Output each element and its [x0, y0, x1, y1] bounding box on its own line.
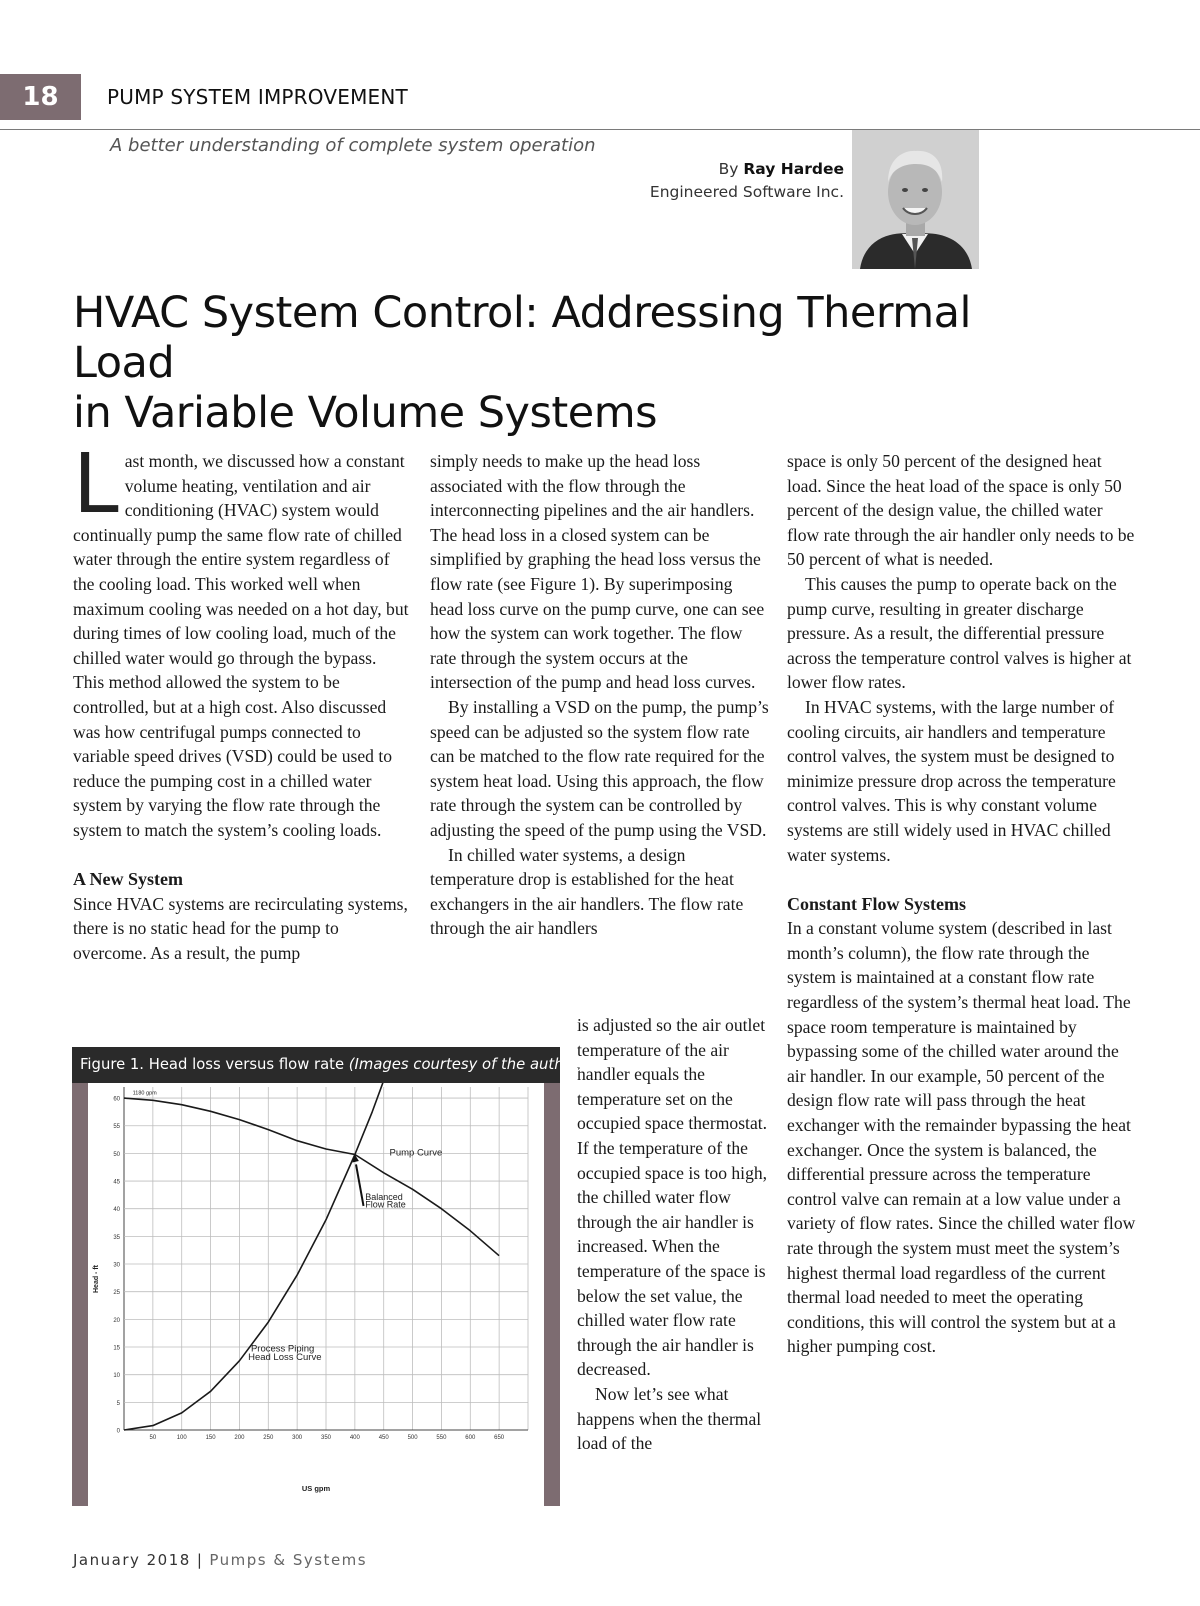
- author-name: Ray Hardee: [743, 160, 844, 178]
- y-tick-label: 10: [113, 1373, 120, 1380]
- page-footer: [73, 1551, 367, 1569]
- section-title: PUMP SYSTEM IMPROVEMENT: [107, 85, 408, 109]
- col1-paragraph-1: ast month, we discussed how a constant volume heating, ventilation and air conditioning (HVAC) system would continually pump the same flow rate of chilled water through the entire system regardless of the cooling load. This worked well when maximum cooling was needed on a hot day, but during times of low cooling load, much of the chilled water would go through the bypass. This method allowed the system to be controlled, but at a high cost. Also discussed was how centrifugal pumps connected to variable speed drives (VSD) could be used to reduce the pumping cost in a chilled water system by varying the flow rate through the system to match the system’s cooling loads.: [73, 451, 409, 840]
- x-tick-label: 450: [378, 1435, 389, 1441]
- author-company: Engineered Software Inc.: [649, 183, 844, 201]
- balanced-label-1: Balanced: [365, 1191, 403, 1202]
- column-3: [787, 449, 1137, 1359]
- col3-paragraph-2: This causes the pump to operate back on the pump curve, resulting in greater discharge pressure. As a result, the differential pressure across the temperature control valves is higher at lower flow rates.: [787, 573, 1132, 693]
- x-tick-label: 400: [349, 1435, 360, 1441]
- x-tick-label: 100: [176, 1435, 187, 1441]
- x-tick-label: 250: [263, 1435, 274, 1441]
- piping-label-1: Process Piping: [250, 1343, 315, 1355]
- intro-paragraph: [73, 437, 411, 843]
- header-divider: [0, 129, 1200, 130]
- author-photo: [852, 130, 979, 269]
- head-loss-chart: [88, 1083, 544, 1506]
- y-tick-label: 55: [113, 1124, 120, 1131]
- y-tick-label: 20: [113, 1317, 120, 1324]
- y-tick-label: 60: [113, 1096, 120, 1103]
- y-tick-label: 15: [113, 1345, 120, 1352]
- x-axis-label: US gpm: [301, 1484, 331, 1493]
- x-tick-label: 500: [407, 1435, 418, 1441]
- y-tick-label: 35: [113, 1234, 120, 1241]
- figure-caption-main: Figure 1. Head loss versus flow rate: [80, 1056, 345, 1073]
- x-tick-label: 350: [320, 1435, 332, 1441]
- title-line-2: in Variable Volume Systems: [73, 388, 657, 438]
- figure-caption-credit: (Images courtesy of the author): [348, 1056, 585, 1073]
- figure-caption: [80, 1047, 585, 1083]
- title-line-1: HVAC System Control: Addressing Thermal Load: [73, 288, 971, 388]
- heading-new-system: A New System: [73, 869, 183, 890]
- piping-label-2: Head Loss Curve: [248, 1352, 322, 1364]
- y-tick-label: 25: [113, 1290, 120, 1297]
- col2-paragraph-1: simply needs to make up the head loss associated with the flow through the interconnecting pipelines and the air handlers. The head loss in a closed system can be simplified by graphing the head loss versus the flow rate (see Figure 1). By superimposing head loss curve on the pump curve, one can see how the system can work together. The flow rate through the system occurs at the intersection of the pump and head loss curves.: [430, 451, 765, 693]
- y-tick-label: 5: [116, 1400, 120, 1407]
- col2-paragraph-3-cont: is adjusted so the air outlet temperature of the air handler equals the temperature set on the occupied space thermostat. If the temperature of the occupied space is too high, the chilled water flow through the air handler is increased. When the temperature of the space is below the set value, the chilled water flow rate through the air handler is decreased.: [577, 1015, 768, 1380]
- x-tick-label: 300: [292, 1435, 303, 1441]
- column-2: [430, 449, 770, 941]
- col3-paragraph-4: In a constant volume system (described in last month’s column), the flow rate through the system is maintained at a constant flow rate regardless of the system’s thermal heat load. The space room temperature is maintained by bypassing some of the chilled water around the air handler. In our example, 50 percent of the design flow rate will pass through the heat exchanger with the remainder bypassing the heat exchanger. Once the system is balanced, the differential pressure across the temperature control valve can remain at a low value under a variety of flow rates. Since the chilled water flow rate through the system must meet the system’s highest thermal load regardless of the current thermal load needed to meet the operating conditions, this will control the system but at a higher pumping cost.: [787, 918, 1136, 1357]
- col1-paragraph-2: Since HVAC systems are recirculating systems, there is no static head for the pump to overcome. As a result, the pump: [73, 893, 408, 963]
- page-number: 18: [22, 82, 59, 112]
- y-tick-label: 40: [113, 1207, 120, 1214]
- pump-curve-label: Pump Curve: [389, 1147, 443, 1159]
- col2-paragraph-4: Now let’s see what happens when the thermal load of the: [577, 1383, 762, 1454]
- x-tick-label: 650: [494, 1435, 505, 1441]
- article-title: [73, 288, 1073, 438]
- byline-prefix: By: [718, 160, 739, 178]
- byline: [650, 158, 844, 204]
- x-tick-label: 150: [205, 1435, 216, 1441]
- footer-magazine: Pumps & Systems: [209, 1551, 368, 1569]
- footer-date: January 2018: [73, 1551, 191, 1569]
- x-tick-label: 550: [436, 1435, 447, 1441]
- col2-paragraph-3: In chilled water systems, a design temperature drop is established for the heat exchangers in the air handlers. The flow rate through the air handlers: [430, 844, 744, 939]
- y-tick-label: 0: [116, 1428, 120, 1435]
- col3-paragraph-3: In HVAC systems, with the large number of cooling circuits, air handlers and temperature control valves, the system must be designed to minimize pressure drop across the temperature control valves. This is why constant volume systems are still widely used in HVAC chilled water systems.: [787, 696, 1116, 865]
- col3-paragraph-1: space is only 50 percent of the designed heat load. Since the heat load of the space is only 50 percent of the design value, the chilled water flow rate through the air handler only needs to be 50 percent of what is needed.: [787, 451, 1135, 570]
- column-2-continued: [577, 1013, 772, 1456]
- footer-separator: |: [196, 1551, 204, 1569]
- y-tick-label: 50: [113, 1151, 120, 1158]
- balanced-label-2: Flow Rate: [365, 1199, 406, 1210]
- x-tick-label: 600: [465, 1435, 476, 1441]
- article-subtitle: A better understanding of complete system operation: [110, 135, 596, 156]
- x-tick-label: 200: [234, 1435, 245, 1441]
- heading-constant-flow: Constant Flow Systems: [787, 893, 967, 914]
- y-tick-label: 45: [113, 1179, 120, 1186]
- y-tick-label: 30: [113, 1262, 120, 1269]
- drop-cap: L: [73, 437, 119, 532]
- x-tick-label: 50: [149, 1435, 157, 1441]
- speed-label: 1180 gpm: [132, 1090, 157, 1097]
- col2-paragraph-2: By installing a VSD on the pump, the pump’s speed can be adjusted so the system flow rate can be matched to the flow rate required for the system heat load. Using this approach, the flow rate through the system can be controlled by adjusting the speed of the pump using the VSD.: [430, 696, 769, 840]
- column-1: [73, 437, 411, 965]
- y-axis-label: Head - ft: [93, 1265, 100, 1293]
